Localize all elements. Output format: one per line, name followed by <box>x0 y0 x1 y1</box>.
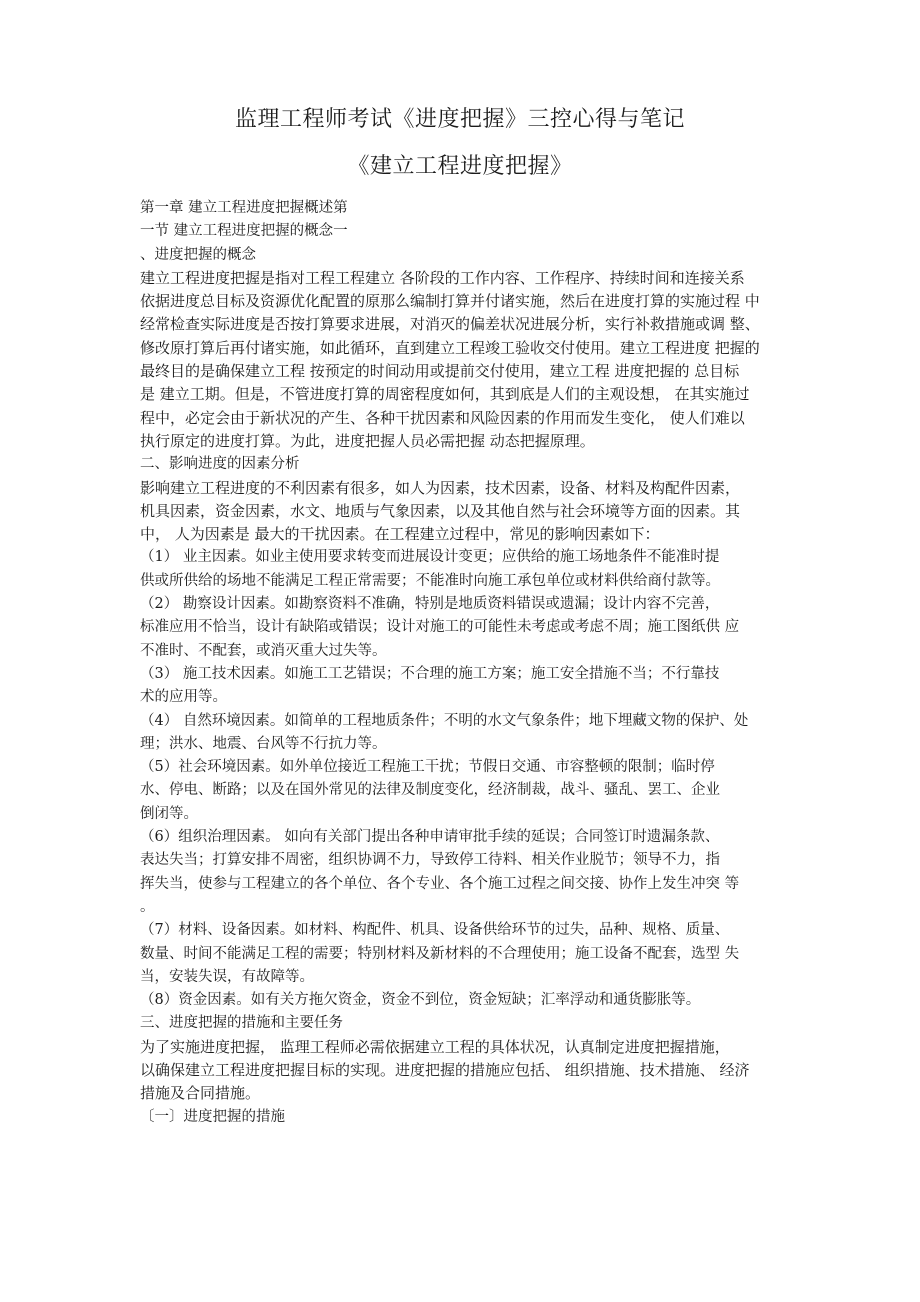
text-line: 中， 人为因素是 最大的干扰因素。在工程建立过程中，常见的影响因素如下： <box>140 525 660 544</box>
text-line: 不准时、不配套，或消灭重大过失等。 <box>140 642 387 659</box>
text-line: （5）社会环境因素。如外单位接近工程施工干扰；节假日交通、市容整顿的限制；临时停 <box>140 759 715 776</box>
text-line: 依据进度总目标及资源优化配置的原那么编制打算并付诸实施，然后在进度打算的实施过程 中 <box>140 292 760 311</box>
text-line: 程中，必定会由于新状况的产生、各种干扰因素和风险因素的作用而发生变化， 使人们难以 <box>140 408 745 427</box>
text-line: 最终目的是确保建立工程 按预定的时间动用或提前交付使用，建立工程 进度把握的 总目标 <box>140 362 740 381</box>
text-line: 理；洪水、地震、台风等不行抗力等。 <box>140 735 387 752</box>
text-line: （3） 施工技术因素。如施工工艺错误；不合理的施工方案；施工安全措施不当；不行靠技 <box>140 665 720 682</box>
text-line: 机具因素，资金因素，水文、地质与气象因素，以及其他自然与社会环境等方面的因素。其 <box>140 501 741 520</box>
text-line: 执行原定的进度打算。为此，进度把握人员必需把握 动态把握原理。 <box>140 431 595 450</box>
text-line: （6）组织治理因素。 如向有关部门提出各种申请审批手续的延误；合同签订时遗漏条款、 <box>140 829 720 846</box>
section-heading: 二、影响进度的因素分析 <box>140 456 300 473</box>
text-line: 当，安装失误，有故障等。 <box>140 968 314 985</box>
text-line: 。 <box>140 898 155 915</box>
text-line: （1） 业主因素。如业主使用要求转变而进展设计变更；应供给的施工场地条件不能准时提 <box>140 549 720 566</box>
section-heading: 三、进度把握的措施和主要任务 <box>140 1015 343 1032</box>
text-line: 措施及合同措施。 <box>140 1084 261 1103</box>
text-line: （7）材料、设备因素。如材料、构配件、机具、设备供给环节的过失，品种、规格、质量、 <box>140 922 730 939</box>
text-line: 建立工程进度把握是指对工程工程建立 各阶段的工作内容、工作程序、持续时间和连接关系 <box>140 268 745 287</box>
document-title: 监理工程师考试《进度把握》三控心得与笔记 <box>234 107 685 132</box>
text-line: 倒闭等。 <box>140 805 198 822</box>
text-line: 是 建立工期。但是，不管进度打算的周密程度如何，其到底是人们的主观设想， 在其实施过 <box>140 385 750 404</box>
text-line: 数量、时间不能满足工程的需要；特别材料及新材料的不合理使用；施工设备不配套，选型 失 <box>140 945 740 962</box>
text-line: 表达失当；打算安排不周密，组织协调不力，导致停工待料、相关作业脱节；领导不力，指 <box>140 852 720 869</box>
text-line: 、进度把握的概念 <box>140 246 256 263</box>
text-line: 水、停电、断路；以及在国外常见的法律及制度变化，经济制裁，战斗、骚乱、罢工、企业 <box>140 782 720 799</box>
text-line: 术的应用等。 <box>140 689 227 706</box>
text-line: 修改原打算后再付诸实施，如此循环，直到建立工程竣工验收交付使用。建立工程进度 把握的 <box>140 338 760 357</box>
body-text <box>140 197 790 1129</box>
document-subtitle: 《建立工程进度把握》 <box>347 154 573 179</box>
text-line: （4） 自然环境因素。如简单的工程地质条件；不明的水文气象条件；地下埋藏文物的保护、处 <box>140 712 749 729</box>
text-line: （8）资金因素。如有关方拖欠资金，资金不到位，资金短缺；汇率浮动和通货膨胀等。 <box>140 992 701 1009</box>
subsection-heading: 〔一〕进度把握的措施 <box>140 1108 285 1125</box>
text-line: 影响建立工程进度的不利因素有很多，如人为因素，技术因素，设备、材料及构配件因素， <box>140 478 741 497</box>
text-line: 挥失当，使参与工程建立的各个单位、各个专业、各个施工过程之间交接、协作上发生冲突 等 <box>140 875 740 892</box>
text-line: （2） 勘察设计因素。如勘察资料不准确，特别是地质资料错误或遗漏；设计内容不完善， <box>140 596 720 613</box>
text-line: 标准应用不恰当，设计有缺陷或错误；设计对施工的可能性未考虑或考虑不周；施工图纸供 应 <box>140 619 740 636</box>
text-line: 经常检查实际进度是否按打算要求进展，对消灭的偏差状况进展分析，实行补救措施或调 整、 <box>140 315 760 334</box>
text-line: 一节 建立工程进度把握的概念一 <box>140 223 348 240</box>
text-line: 以确保建立工程进度把握目标的实现。进度把握的措施应包括、 组织措施、技术措施、 经济 <box>140 1060 750 1079</box>
text-line: 第一章 建立工程进度把握概述第 <box>140 200 348 216</box>
text-line: 为了实施进度把握， 监理工程师必需依据建立工程的具体状况，认真制定进度把握措施， <box>140 1037 730 1056</box>
text-line: 供或所供给的场地不能满足工程正常需要；不能准时向施工承包单位或材料供给商付款等。 <box>140 572 720 589</box>
